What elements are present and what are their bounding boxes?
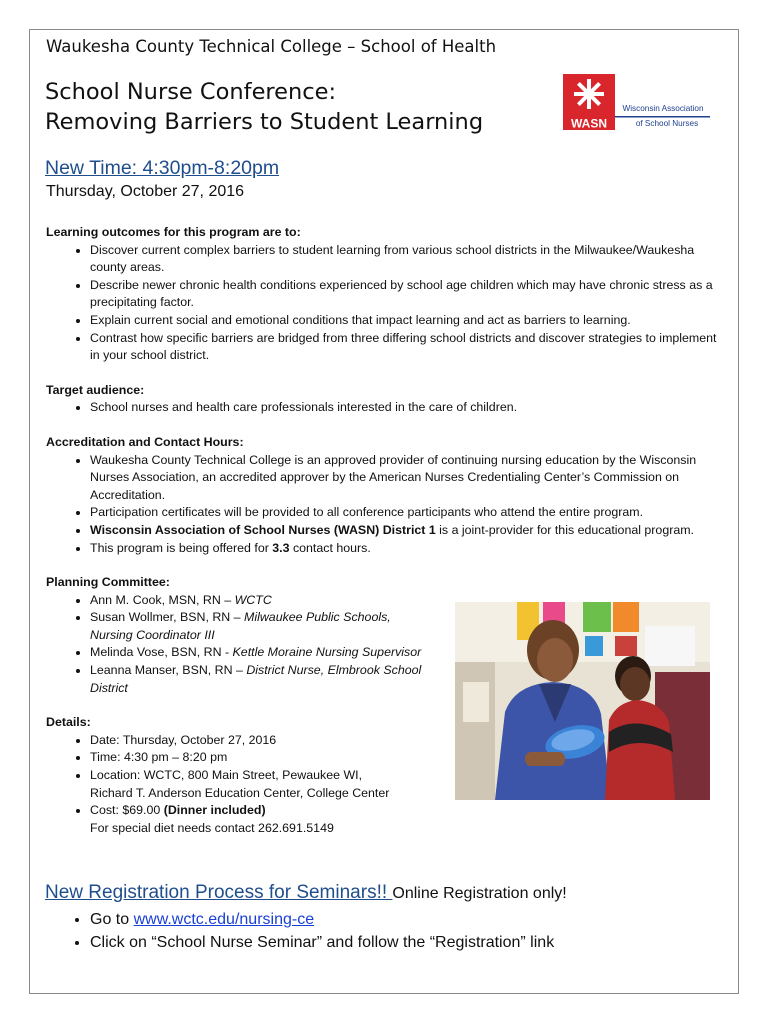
college-name: Waukesha County Technical College – School of Health <box>46 37 497 56</box>
registration-steps <box>46 908 554 954</box>
registration-heading-row <box>45 882 567 904</box>
location-line-2: Richard T. Anderson Education Center, College Center <box>90 785 390 800</box>
logo-abbr: WASN <box>571 116 607 130</box>
joint-provider-text: is a joint-provider for this educational program. <box>435 522 694 537</box>
registration-step-goto <box>90 908 554 931</box>
member-role: Milwaukee Public Schools, Nursing Coordinator III <box>90 610 391 642</box>
member-name: Ann M. Cook, MSN, RN – <box>90 592 235 607</box>
planning-committee-heading: Planning Committee: <box>46 575 170 590</box>
registration-step-click: • Click on “School Nurse Seminar” and follow the “Registration” link <box>90 931 554 954</box>
event-date: Thursday, October 27, 2016 <box>46 183 245 200</box>
list-item: • Participation certificates will be provided to all conference participants who attend the entire program. <box>90 504 726 522</box>
conference-title <box>45 77 483 137</box>
committee-member <box>90 592 435 610</box>
member-name: Susan Wollmer, BSN, RN – <box>90 610 245 625</box>
online-only-note: Online Registration only! <box>392 885 567 902</box>
title-line-1: School Nurse Conference: <box>45 79 337 105</box>
registration-heading: New Registration Process for Seminars!! <box>45 882 393 903</box>
member-name: Melinda Vose, BSN, RN - <box>90 645 233 660</box>
member-name: Leanna Manser, BSN, RN – <box>90 663 247 678</box>
location-line-1: Location: WCTC, 800 Main Street, Pewaukee WI, <box>90 768 363 783</box>
photo-illustration <box>455 602 710 800</box>
wasn-logo-graphic <box>563 74 723 130</box>
list-item: • Explain current social and emotional conditions that impact learning and act as barriers to learning. <box>90 312 726 330</box>
registration-link[interactable]: www.wctc.edu/nursing-ce <box>133 911 315 928</box>
cost-value: Cost: $69.00 <box>90 803 164 818</box>
list-item: • Discover current complex barriers to student learning from various school districts in the Milwaukee/Waukesha county areas. <box>90 242 726 277</box>
details-heading: Details: <box>46 715 91 730</box>
new-time-heading: New Time: 4:30pm-8:20pm <box>45 157 280 179</box>
accreditation-heading: Accreditation and Contact Hours: <box>46 434 244 449</box>
target-audience-heading: Target audience: <box>46 382 145 397</box>
member-role: Kettle Moraine Nursing Supervisor <box>232 645 422 660</box>
logo-name-line-1: Wisconsin Association <box>622 104 704 113</box>
title-line-2: Removing Barriers to Student Learning <box>45 109 484 135</box>
list-item <box>90 522 726 540</box>
planning-committee-list <box>46 592 435 698</box>
contact-hours-post: contact hours. <box>289 540 371 555</box>
committee-member <box>90 644 435 662</box>
detail-date: • Date: Thursday, October 27, 2016 <box>90 732 726 750</box>
detail-cost <box>90 802 726 837</box>
learning-outcomes-heading: Learning outcomes for this program are to: <box>46 225 301 239</box>
member-role: District Nurse, Elmbrook School District <box>90 663 422 695</box>
contact-hours-value: 3.3 <box>272 540 290 555</box>
learning-outcomes-list <box>46 242 726 365</box>
list-item: • Waukesha County Technical College is an approved provider of continuing nursing education by the Wisconsin Nurses Association, an accredited approver by the American Nurses Credentialing Center’s Commission on Accreditation. <box>90 452 726 505</box>
wasn-logo <box>563 74 723 130</box>
dinner-included: (Dinner included) <box>163 803 266 818</box>
contact-hours-pre: This program is being offered for <box>90 540 273 555</box>
nurse-student-photo <box>455 602 710 800</box>
committee-member <box>90 609 435 644</box>
detail-time: • Time: 4:30 pm – 8:20 pm <box>90 749 726 767</box>
wasn-district-bold: Wisconsin Association of School Nurses (WASN) District 1 <box>90 522 436 537</box>
accreditation-list <box>46 452 726 558</box>
diet-contact: For special diet needs contact 262.691.5149 <box>90 820 334 835</box>
member-role: WCTC <box>234 592 272 607</box>
list-item: • Describe newer chronic health conditions experienced by school age children which may have chronic stress as a precipitating factor. <box>90 277 726 312</box>
goto-label: Go to <box>90 911 134 928</box>
list-item: • Contrast how specific barriers are bridged from three differing school districts and discover strategies to implement in your school district. <box>90 330 726 365</box>
committee-member <box>90 662 435 697</box>
target-audience-list <box>46 399 726 417</box>
logo-name-line-2: of School Nurses <box>635 119 699 128</box>
list-item <box>90 540 726 558</box>
list-item: • School nurses and health care professionals interested in the care of children. <box>90 399 726 417</box>
